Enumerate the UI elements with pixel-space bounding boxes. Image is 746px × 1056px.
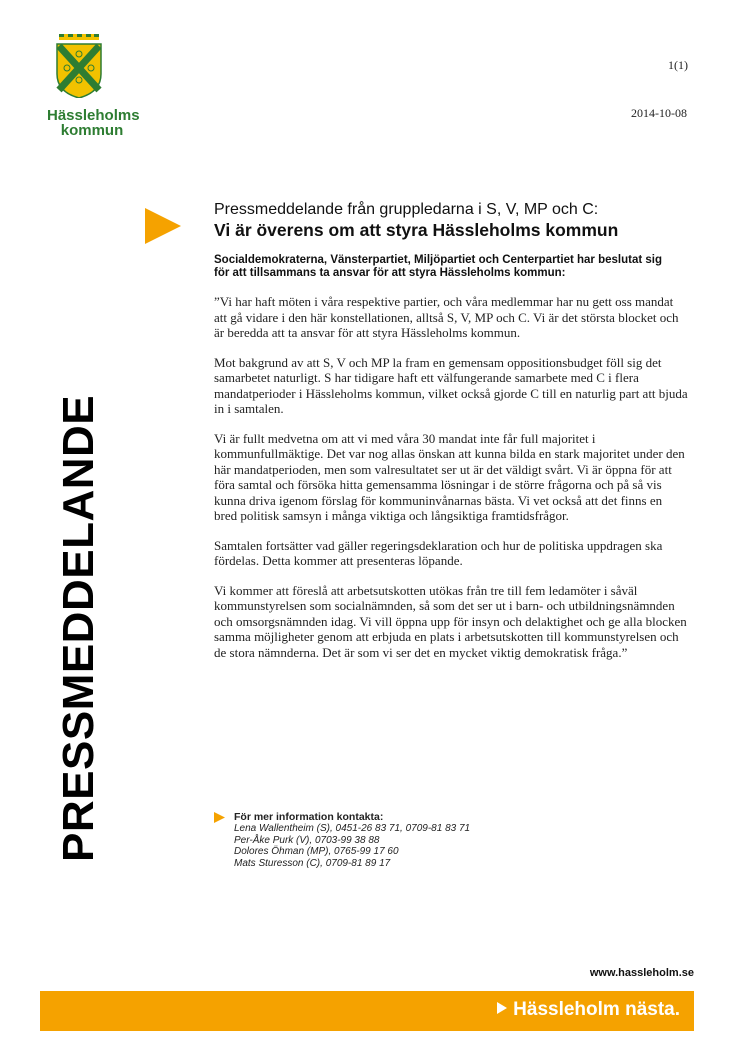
article-headline: Vi är överens om att styra Hässleholms kommun [214, 220, 619, 240]
paragraph: Samtalen fortsätter vad gäller regeringsdeklaration och hur de politiska uppdragen ska fördelas. Detta kommer att presenteras löpande. [214, 537, 663, 568]
paragraph: Mot bakgrund av att S, V och MP la fram en gemensam oppositionsbudget föll sig det samarbetet naturligt. S har tidigare haft ett välfungerande samarbete med C i flera mandatperioder i Hässleholms kommun, vilket också gjorde C till en naturlig part att bjuda in i samtalen. [214, 354, 688, 416]
slogan [497, 999, 680, 1021]
article-lead: Socialdemokraterna, Vänsterpartiet, Miljöpartiet och Centerpartiet har beslutat sig för att tillsammans ta ansvar för att styra Hässleholms kommun: [214, 254, 662, 279]
footer-banner [40, 991, 694, 1031]
orange-arrow-icon [145, 208, 181, 244]
orange-arrow-icon [214, 812, 225, 823]
coat-of-arms-icon [51, 34, 107, 98]
logo-line-1: Hässleholms [47, 107, 140, 124]
paragraph: Vi är fullt medvetna om att vi med våra 30 mandat inte får full majoritet i kommunfullmäktige. Det var nog allas önskan att kunna bilda en stark majoritet under den här mandatperioden, men som valresultatet ser ut är det väldigt svårt. Vi är öppna för att föra samtal och försöka hitta gemensamma lösningar i de större frågorna och på så vis kunna driva igenom förslag för kommuninvånarnas bästa. Vi vet också att det finns en bred politisk samsyn i många viktiga och långsiktiga framtidsfrågor. [214, 430, 685, 523]
contact-person: Dolores Öhman (MP), 0765-99 17 60 [234, 846, 399, 857]
contact-person: Lena Wallentheim (S), 0451-26 83 71, 0709-81 83 71 [234, 823, 471, 834]
slogan-text: Hässleholm nästa. [513, 999, 680, 1020]
article [214, 200, 694, 660]
paragraph: ”Vi har haft möten i våra respektive partier, och våra medlemmar har nu gett oss mandat att gå vidare i den här konstellationen, alltså S, V, MP och C. Vi är det största blocket och är beredda att ta ansvar för att styra Hässleholms kommun. [214, 294, 679, 340]
municipality-logo [40, 34, 140, 104]
logo-line-2: kommun [60, 122, 124, 139]
article-kicker: Pressmeddelande från gruppledarna i S, V, MP och C: [214, 201, 599, 218]
slogan-arrow-icon [497, 1002, 507, 1014]
contact-person: Per-Åke Purk (V), 0703-99 38 88 [234, 834, 380, 846]
contact-person: Mats Sturesson (C), 0709-81 89 17 [234, 857, 391, 869]
contact-heading: För mer information kontakta: [234, 811, 384, 823]
contact-list [234, 823, 470, 869]
paragraph: Vi kommer att föreslå att arbetsutskotten utökas från tre till fem ledamöter i såväl kommunstyrelsen som socialnämnden, så som det ser ut i barn- och utbildningsnämnden och omsorgsnämnden idag. Vi vill öppna upp för insyn och delaktighet och ge alla blocken samma möjligheter genom att erbjuda en plats i arbetsutskotten till kommunstyrelsen och de stora nämnderna. Det är som vi ser det en mycket viktig demokratisk fråga.” [214, 582, 687, 660]
document-date: 2014-10-08 [631, 106, 687, 120]
website-link[interactable]: www.hassleholm.se [589, 967, 694, 979]
logo-text [47, 107, 140, 139]
vertical-title: PRESSMEDDELANDE [54, 394, 103, 862]
page-number: 1(1) [668, 58, 688, 72]
